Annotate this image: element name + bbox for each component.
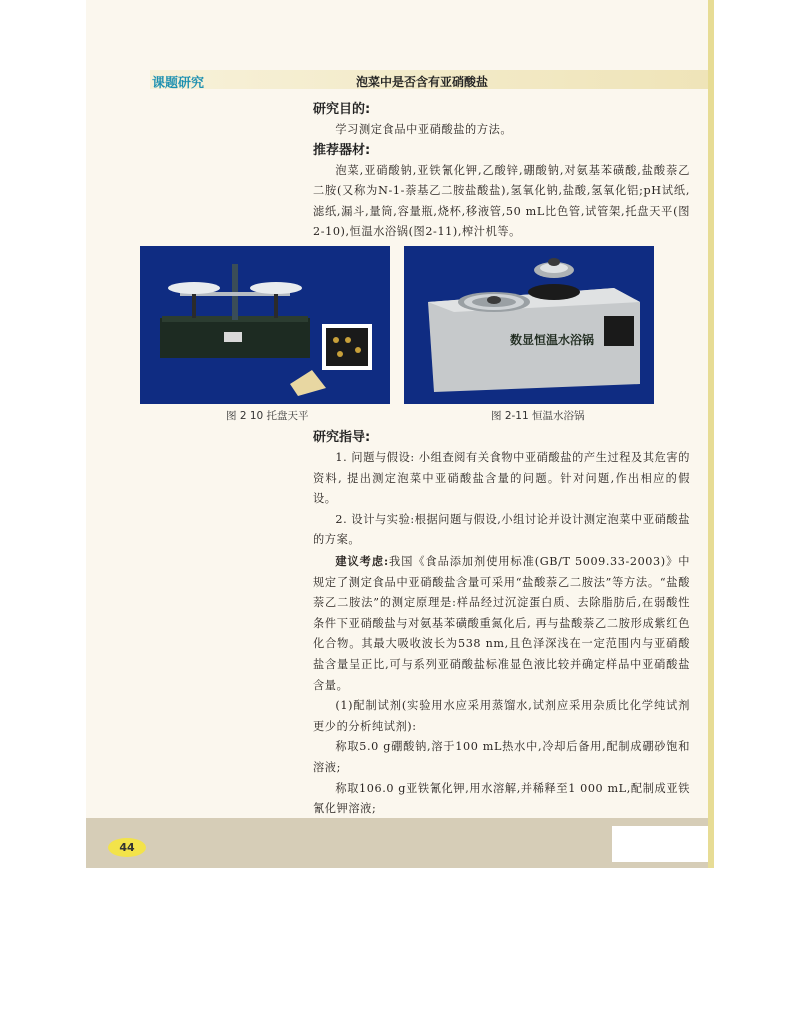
- materials-heading: 推荐器材:: [313, 142, 371, 158]
- page-number: 44: [108, 838, 146, 857]
- intro-content: [313, 100, 690, 243]
- figure-caption-water-bath: 图 2-11 恒温水浴锅: [491, 410, 585, 422]
- book-page: [86, 0, 712, 868]
- water-bath-label: 数显恒温水浴锅: [510, 333, 595, 347]
- suggestion-label: 建议考虑:: [335, 553, 389, 568]
- guidance-content: [313, 428, 690, 840]
- guidance-heading: 研究指导:: [313, 430, 371, 445]
- materials-text: 泡菜,亚硝酸钠,亚铁氰化钾,乙酸锌,硼酸钠,对氨基苯磺酸,盐酸萘乙二胺(又称为N-1-萘基乙二胺盐酸盐),氢氧化钠,盐酸,氢氧化铝;pH试纸,滤纸,漏斗,量筒,容量瓶,烧杯,移液管,50 mL比色管,试管架,托盘天平(图2-10),恒温水浴锅(图2-11),榨汁机等。: [313, 163, 690, 239]
- guidance-p5: 称取5.0 g硼酸钠,溶于100 mL热水中,冷却后备用,配制成硼砂饱和溶液;: [313, 740, 690, 774]
- purpose-text: 学习测定食品中亚硝酸盐的方法。: [335, 123, 513, 136]
- section-label: 课题研究: [152, 76, 205, 91]
- guidance-p1: 1. 问题与假设: 小组查阅有关食物中亚硝酸盐的产生过程及其危害的资料, 提出测定泡菜中亚硝酸盐含量的问题。针对问题,作出相应的假设。: [313, 451, 690, 506]
- figure-caption-balance: 图 2 10 托盘天平: [226, 410, 309, 422]
- guidance-p4: (1)配制试剂(实验用水应采用蒸馏水,试剂应采用杂质比化学纯试剂更少的分析纯试剂):: [313, 699, 690, 733]
- page-edge: [708, 0, 714, 868]
- figure-water-bath-photo: [404, 246, 654, 404]
- purpose-heading: 研究目的:: [313, 102, 371, 117]
- figure-balance-photo: [140, 246, 390, 404]
- page-title: 泡菜中是否含有亚硝酸盐: [356, 75, 489, 89]
- white-patch: [612, 826, 708, 862]
- guidance-p3: [313, 551, 690, 696]
- guidance-p2: 2. 设计与实验:根据问题与假设,小组讨论并设计测定泡菜中亚硝酸盐的方案。: [313, 512, 690, 547]
- suggestion-text: 我国《食品添加剂使用标准(GB/T 5009.33-2003)》中规定了测定食品中亚硝酸盐含量可采用“盐酸萘乙二胺法”等方法。“盐酸萘乙二胺法”的测定原理是:样品经过沉淀蛋白质、去除脂肪后,在弱酸性条件下亚硝酸盐与对氨基苯磺酸重氮化后, 再与盐酸萘乙二胺形成紫红色化合物。其最大吸收波长为538 nm,且色泽深浅在一定范围内与亚硝酸盐含量呈正比,可与系列亚硝酸盐标准显色液比较并确定样品中亚硝酸盐含量。: [313, 554, 690, 692]
- guidance-p6: 称取106.0 g亚铁氰化钾,用水溶解,并稀释至1 000 mL,配制成亚铁氰化钾溶液;: [313, 781, 690, 816]
